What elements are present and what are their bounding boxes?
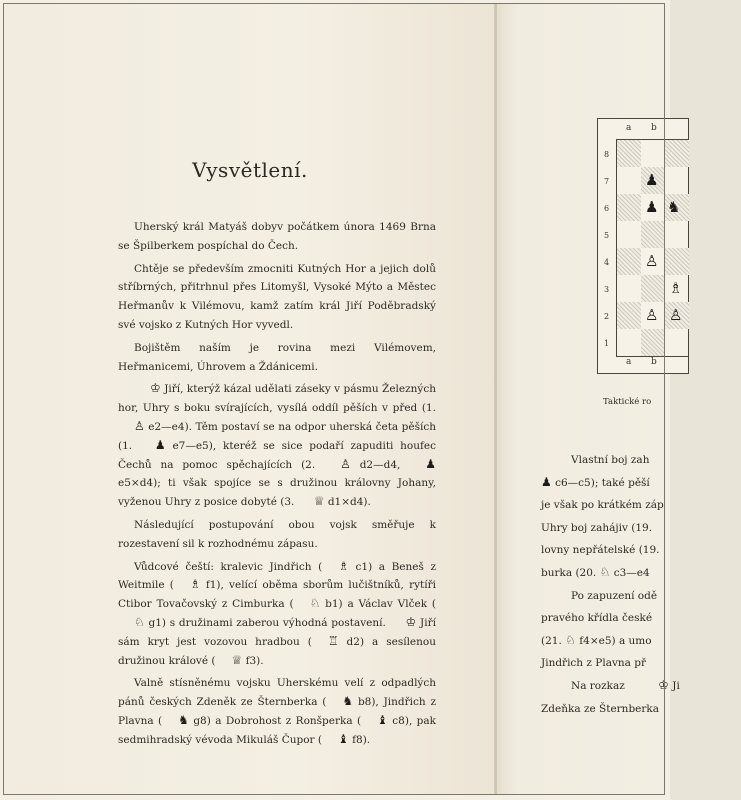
white-knight-icon: ♘ — [599, 564, 611, 579]
right-line: Uhry boj zahájiv (19. — [541, 521, 653, 534]
right-line: Vlastní boj zah — [571, 454, 650, 466]
rank-label: 2 — [604, 312, 610, 321]
rank-label: 1 — [604, 339, 610, 348]
right-line: ♟ c6—c5); také pěší — [541, 474, 650, 489]
black-bishop-icon: ♝ — [338, 731, 349, 746]
white-pawn-icon: ♙ — [669, 306, 683, 324]
black-pawn-icon: ♟ — [425, 456, 436, 471]
paragraph-7: Valně stísněnému vojsku Uherskému velí z odpadlých pánů českých Zdeněk ze Šternberka ( ♞ b8), Jindřich z Plavna ( ♞ g8) a Dobrohost z Ronšperka ( ♝ c8), pak sedmihradský vévoda Mikuláš Čupor ( ♝ f8). — [118, 677, 437, 746]
white-pawn-icon: ♙ — [645, 306, 659, 324]
black-knight-icon: ♞ — [342, 694, 354, 709]
paragraph-2: Chtěje se především zmocniti Kutných Hor a jejich dolů stříbrných, přitrhnul přes Litomyšl, Vysoké Mýto a Městec Heřmanův k Vilémovu, kamž zatím král Jiří Poděbradský své vojsko z Kutných Hor vyvedl. — [118, 262, 436, 331]
right-line: Po zapuzení odě — [571, 589, 658, 602]
right-line: Jindřich z Plavna př — [541, 657, 646, 670]
white-bishop-icon: ♗ — [338, 558, 349, 573]
paragraph-1: Uherský král Matyáš dobyv počátkem února 1469 Brna se Špilberkem pospíchal do Čech. — [118, 221, 436, 252]
black-bishop-icon: ♝ — [377, 712, 388, 727]
black-knight-icon: ♞ — [667, 198, 681, 216]
white-knight-icon: ♘ — [134, 614, 145, 629]
right-line: burka (20. ♘ c3—e4 — [541, 564, 650, 579]
rank-label: 8 — [604, 150, 610, 159]
black-pawn-icon: ♟ — [645, 198, 659, 216]
paragraph-4: ♔ Jiří, kterýž kázal udělati záseky v pásmu Železných hor, Uhry s boku svírajících, vysílá oddíl pěších v před (1. ♙ e2—e4). Těm postaví se na odpor uherská četa pěších (1. ♟ e7—e5), kteréž se sice podaří zapuditi houfec Čechů na pomoc spěchajících (2. ♙ d2—d4, ♟ e5×d4); ti však spojíce se s družinou královny Johany, vyženou Uhry z posice dobyté (3. ♕ d1×d4). — [118, 381, 437, 509]
white-pawn-icon: ♙ — [645, 252, 659, 270]
page-title: Vysvětlení. — [192, 158, 308, 182]
right-line: lovny nepřátelské (19. — [541, 544, 660, 557]
black-pawn-icon: ♟ — [645, 171, 659, 189]
board-square — [665, 248, 689, 275]
right-line: je však po krátkém záp — [541, 499, 664, 512]
file-label-a-bottom: a — [626, 357, 632, 367]
right-line: Na rozkaz ♔ Ji — [571, 677, 680, 692]
white-knight-icon: ♘ — [309, 596, 321, 611]
rank-label: 5 — [604, 231, 610, 240]
white-pawn-icon: ♙ — [134, 418, 145, 433]
board-square — [665, 140, 689, 167]
paragraph-5: Následující postupování obou vojsk směřuje k rozestavení sil k rozhodnému zápasu. — [118, 518, 436, 550]
right-line: Zdeňka ze Šternberka — [541, 702, 660, 715]
paragraph-3: Bojištěm naším je rovina mezi Vilémovem, Heřmanicemi, Úhrovem a Ždánicemi. — [118, 341, 436, 373]
white-rook-icon: ♖ — [327, 633, 339, 648]
rank-label: 7 — [604, 177, 610, 186]
paragraph-6: Vůdcové čeští: kralevic Jindřich ( ♗ c1) a Beneš z Weitmile ( ♗ f1), velící oběma sborům lučištníků, rytíři Ctibor Tovačovský z Cimburka ( ♘ b1) a Václav Vlček (♘ g1) s družinami zaberou výhodná postavení. ♔ Jiří sám kryt jest vozovou hradbou ( ♖ d2) a sesílenou družinou králové ( ♕ f3). — [118, 558, 436, 667]
black-pawn-icon: ♟ — [541, 474, 552, 489]
scan-border — [3, 3, 665, 795]
white-king-icon: ♔ — [658, 677, 669, 692]
white-bishop-icon: ♗ — [669, 279, 683, 297]
rank-label: 6 — [604, 204, 610, 213]
white-knight-icon: ♘ — [565, 632, 576, 647]
white-king-icon: ♔ — [150, 381, 161, 396]
black-pawn-icon: ♟ — [154, 437, 166, 452]
rank-label: 3 — [604, 285, 610, 294]
right-line: pravého křídla české — [541, 612, 653, 625]
white-queen-icon: ♕ — [313, 494, 325, 509]
white-queen-icon: ♕ — [231, 652, 243, 667]
black-knight-icon: ♞ — [178, 712, 189, 727]
rank-label: 4 — [604, 258, 610, 267]
white-king-icon: ♔ — [405, 614, 417, 629]
file-label-b: b — [651, 123, 657, 133]
white-bishop-icon: ♗ — [189, 577, 201, 592]
file-label-a: a — [626, 123, 632, 133]
right-line: (21. ♘ f4×e5) a umo — [541, 632, 652, 647]
file-label-b-bottom: b — [651, 357, 657, 367]
diagram-caption: Taktické ro — [603, 397, 652, 407]
white-pawn-icon: ♙ — [340, 456, 351, 471]
